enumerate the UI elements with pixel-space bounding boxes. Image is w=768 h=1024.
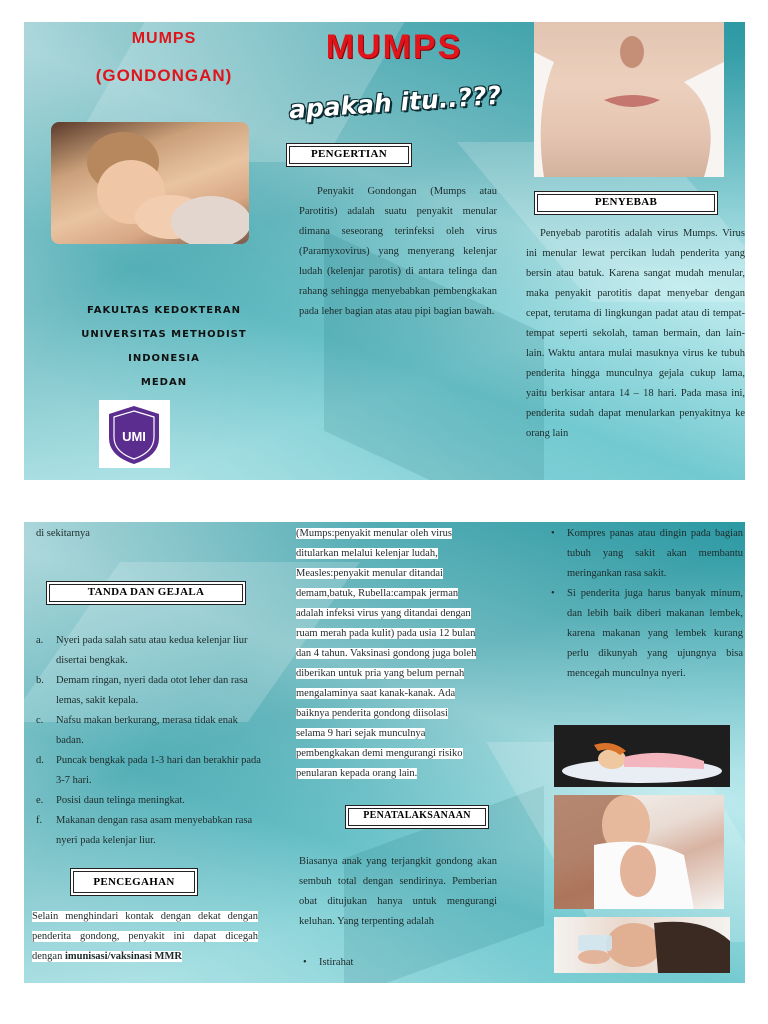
faculty-line: FAKULTAS KEDOKTERAN [87,305,241,316]
list-item: e. Posisi daun telinga meningkat. [36,795,185,806]
heading-pengertian: PENGERTIAN [286,143,412,167]
text-line: pembengkakan demi mengurangi risiko [296,748,463,759]
faculty-line: INDONESIA [128,353,200,364]
treatment-list [299,953,497,973]
text-line: adalah infeksi virus yang ditandai dengan [296,608,471,619]
text-line: baiknya penderita gondong diisolasi [296,708,448,719]
list-item: • Istirahat [299,953,497,973]
pencegahan-text [32,907,258,967]
list-item: c. Nafsu makan berkurang, merasa tidak enak badan. [36,715,238,746]
list-item: a. Nyeri pada salah satu atau kedua kelenjar liur disertai bengkak. [36,635,248,666]
penyebab-text: Penyebab parotitis adalah virus Mumps. Virus ini menular lewat percikan ludah penderita yang bersin atau batuk. Karena sangat mudah menular, maka penyakit parotitis dapat menyebar dengan cepat, terutama di lingkungan padat atau di tempat-tempat seperti sekolah, taman bermain, dan lain-lain. Waktu antara mulai masuknya virus ke tubuh penderita hingga munculnya gejala cukup lama, yaitu berkisar antara 14 – 18 hari. Pada masa ini, penderita sudah dapat menularkan penyakitnya ke orang lain [526,228,745,439]
list-item: • Si penderita juga harus banyak minum, dan lebih baik diberi makanan lembek, karena makanan yang lembek kurang perlu dikunyah yang ujungnya bisa mencegah munculnya nyeri. [547,584,743,684]
heading-penatalaksanaan: PENATALAKSANAAN [345,805,489,829]
university-logo [99,400,170,468]
text-line: ruam merah pada kulit) pada usia 12 bulan [296,628,476,639]
pencegahan-vaccine: imunisasi/vaksinasi MMR [64,951,182,962]
text-line: (Mumps:penyakit menular oleh virus [296,528,453,539]
main-title: MUMPS [325,28,463,66]
text-line: demam,batuk, Rubella:campak jerman [296,588,459,599]
faculty-line: UNIVERSITAS METHODIST [81,329,247,340]
brochure-inside-page [24,522,745,983]
treatment-list-continued [547,524,743,684]
list-item: b. Demam ringan, nyeri dada otot leher dan rasa lemas, sakit kepala. [36,675,248,706]
text-line: penularan kepada orang lain. [296,768,418,779]
text-line: dan 4 tahun. Vaksinasi gondong juga boleh [296,648,477,659]
man-swollen-jaw-photo [534,22,724,177]
cover-subtitle: (GONDONGAN) [95,66,233,85]
heading-pencegahan: PENCEGAHAN [70,868,198,896]
heading-penyebab: PENYEBAB [534,191,718,215]
symptom-list [36,631,261,851]
text-line: ditularkan melalui kelenjar ludah, [296,548,438,559]
drinking-water-photo [554,917,730,973]
resting-person-illustration [554,725,730,787]
continued-text: di sekitarnya [36,528,90,539]
pencegahan-sentence: Selain menghindari kontak dengan dekat dengan penderita gondong, penyakit ini dapat dicegah dengan [32,911,258,962]
list-item: d. Puncak bengkak pada 1-3 hari dan berakhir pada 3-7 hari. [36,755,261,786]
cover-title: MUMPS [131,30,197,47]
list-item: f. Makanan dengan rasa asam menyebabkan rasa nyeri pada kelenjar liur. [36,815,253,846]
list-item: • Kompres panas atau dingin pada bagian tubuh yang sakit akan membantu meringankan rasa sakit. [547,524,743,584]
faculty-line: MEDAN [140,377,188,388]
vaccination-text [296,524,498,784]
pengertian-text: Penyakit Gondongan (Mumps atau Parotitis) adalah suatu penyakit menular dimana seseorang terinfeksi oleh virus (Paramyxovirus) yang menyerang kelenjar ludah (kelenjar parotis) di antara telinga dan rahang sehingga menyebabkan pembengkakan pada leher bagian atas atau pipi bagian bawah. [299,186,497,317]
logo-lettering: UMI [122,429,146,444]
heading-tanda-dan-gejala: TANDA DAN GEJALA [46,581,246,605]
text-line: mengalaminya saat kanak-kanak. Ada [296,688,456,699]
child-swollen-neck-photo [51,122,249,244]
text-line: Measles:penyakit menular ditandai [296,568,443,579]
brochure-outside-page [24,22,745,480]
warm-compress-photo [554,795,724,909]
main-subtitle: apakah itu..??? [288,80,502,125]
penatalaksanaan-text: Biasanya anak yang terjangkit gondong akan sembuh total dengan sendirinya. Pemberian obat ditujukan hanya untuk mengurangi keluhan. Yang terpenting adalah [299,856,497,927]
text-line: diberikan untuk pria yang belum pernah [296,668,465,679]
text-line: selama 9 hari sejak munculnya [296,728,426,739]
